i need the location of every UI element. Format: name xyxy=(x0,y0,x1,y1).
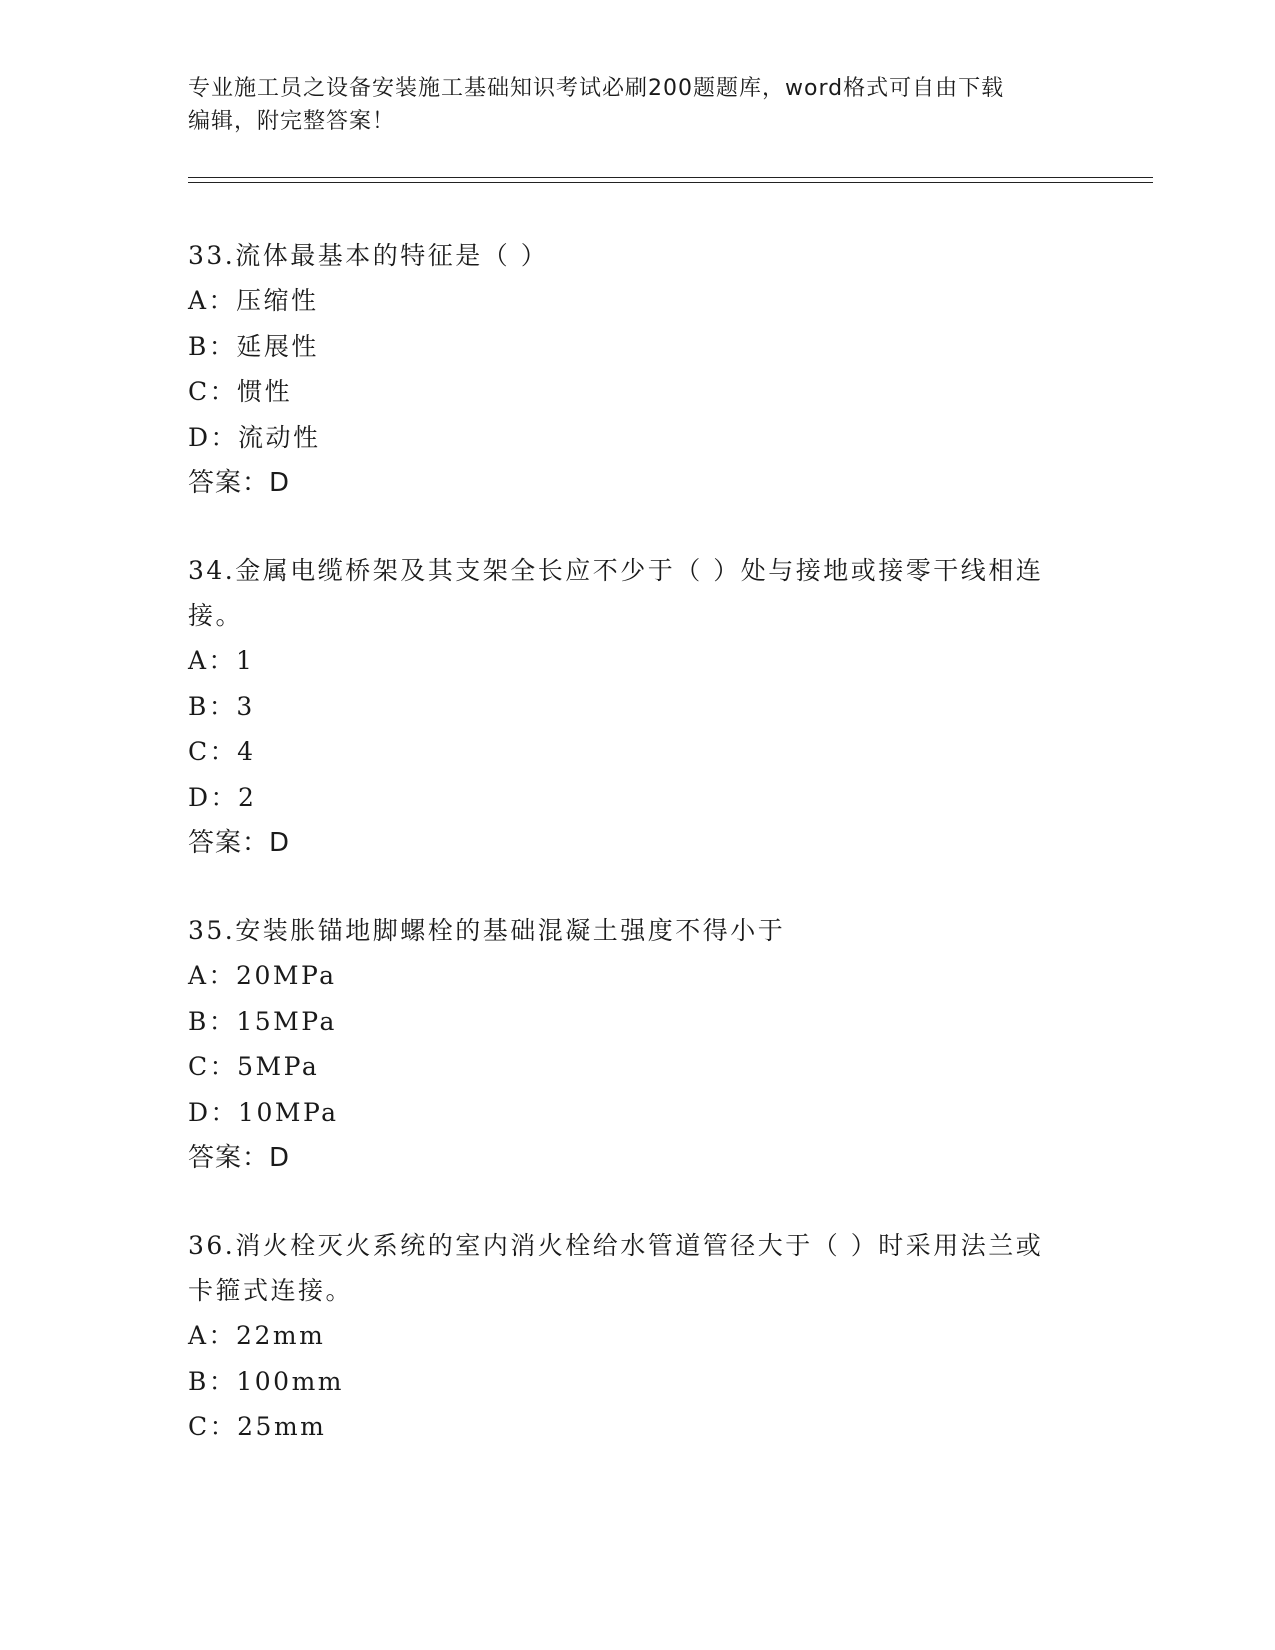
option-a: A：1 xyxy=(188,646,255,675)
document-header xyxy=(188,72,1088,138)
question-36 xyxy=(188,1223,1068,1450)
option-c: C：惯性 xyxy=(188,377,293,406)
option-b: B：延展性 xyxy=(188,331,319,361)
option-c: C：5MPa xyxy=(188,1052,320,1081)
option-c: C：25mm xyxy=(188,1412,327,1441)
option-d: D：流动性 xyxy=(188,422,321,452)
option-d: D：2 xyxy=(188,782,257,812)
option-b: B：100mm xyxy=(188,1366,345,1396)
option-c: C：4 xyxy=(188,737,256,766)
question-title: 34.金属电缆桥架及其支架全长应不少于（ ）处与接地或接零干线相连接。 xyxy=(188,556,1044,630)
option-a: A：压缩性 xyxy=(188,286,319,315)
header-line-2: 编辑，附完整答案！ xyxy=(188,109,396,134)
header-divider-top xyxy=(188,177,1153,178)
header-line-1: 专业施工员之设备安装施工基础知识考试必刷200题题库，word格式可自由下载 xyxy=(188,76,1005,101)
question-title: 33.流体最基本的特征是（ ） xyxy=(188,241,549,270)
option-d: D：10MPa xyxy=(188,1097,339,1127)
option-b: B：15MPa xyxy=(188,1006,337,1036)
question-33 xyxy=(188,233,1068,506)
option-a: A：20MPa xyxy=(188,961,337,990)
header-divider-bottom xyxy=(188,182,1153,183)
answer: 答案：D xyxy=(188,468,291,498)
question-list xyxy=(188,233,1068,1492)
question-title: 36.消火栓灭火系统的室内消火栓给水管道管径大于（ ）时采用法兰或卡箍式连接。 xyxy=(188,1231,1044,1305)
question-title: 35.安装胀锚地脚螺栓的基础混凝土强度不得小于 xyxy=(188,916,786,945)
answer: 答案：D xyxy=(188,1143,291,1173)
question-34 xyxy=(188,548,1068,866)
option-a: A：22mm xyxy=(188,1321,326,1350)
option-b: B：3 xyxy=(188,691,255,721)
question-35 xyxy=(188,908,1068,1181)
answer: 答案：D xyxy=(188,828,291,858)
